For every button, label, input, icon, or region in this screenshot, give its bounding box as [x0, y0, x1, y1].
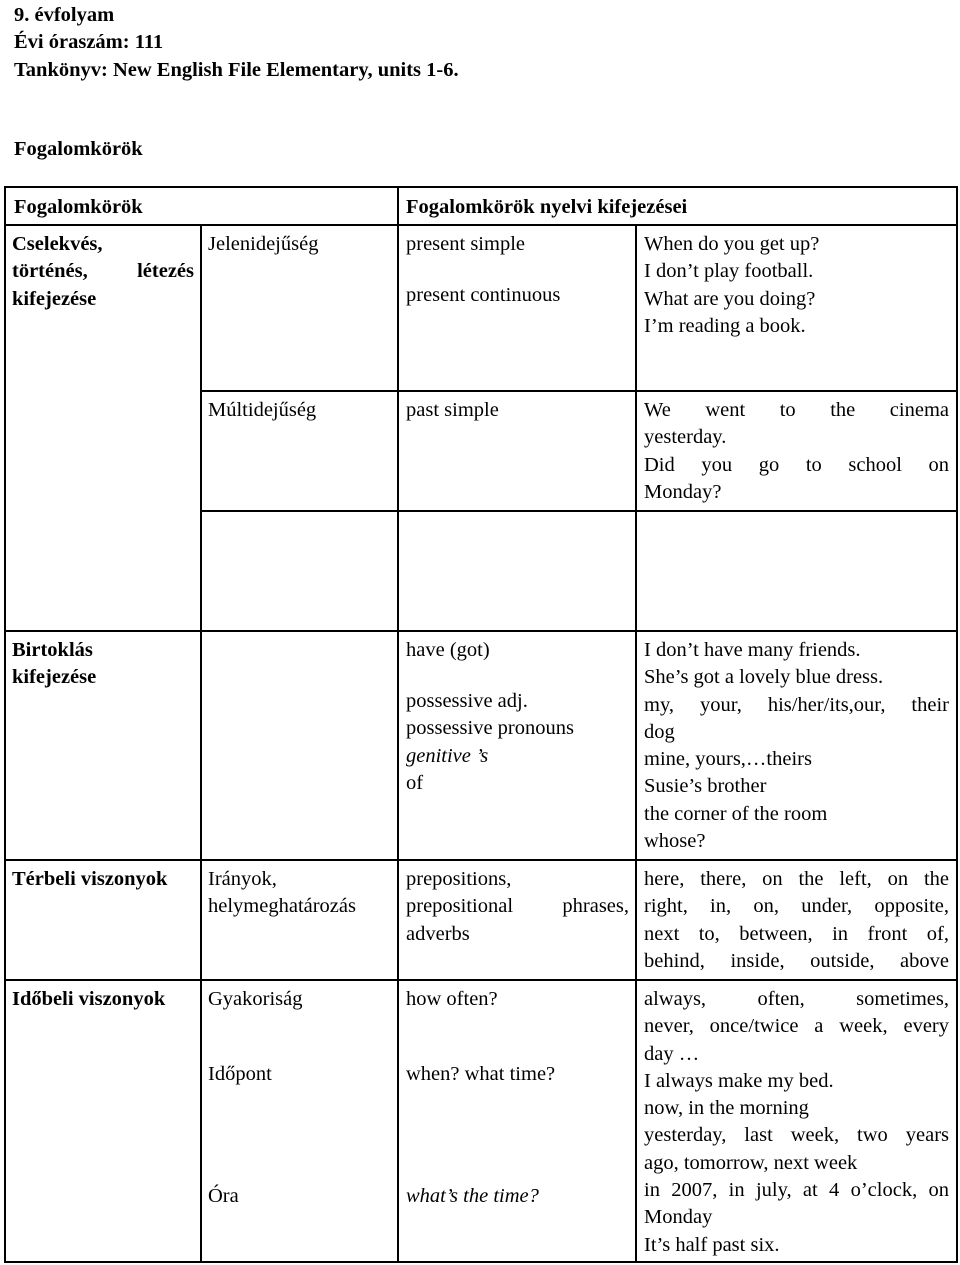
- subcategory-spatial: Irányok, helymeghatározás: [208, 868, 356, 918]
- category-possession: Birtoklás kifejezése: [12, 639, 97, 689]
- row-divider-past-blank: [200, 510, 958, 512]
- structures-possession: possessive adj. possessive pronouns genitive ’s of: [406, 690, 574, 794]
- examples-spatial: here, there, on the left, on the right, in, on, under, opposite, next to, between, in front of, behind, inside, outside, above: [644, 868, 949, 972]
- row-divider-spatial-temporal: [4, 979, 958, 981]
- table-border-right: [956, 186, 958, 1263]
- structure-whats-the-time: what’s the time?: [406, 1185, 539, 1207]
- table-head-expressions: Fogalomkörök nyelvi kifejezései: [406, 196, 688, 218]
- structure-when-what-time: when? what time?: [406, 1063, 556, 1085]
- header-divider: [4, 224, 958, 226]
- row-divider-present-past: [200, 390, 958, 392]
- column-divider-3: [635, 224, 637, 1263]
- table-border-bottom: [4, 1261, 958, 1263]
- column-divider-1: [200, 224, 202, 1263]
- section-title: Fogalomkörök: [14, 138, 143, 160]
- column-divider-2: [397, 186, 399, 1263]
- book-heading: Tankönyv: New English File Elementary, units 1-6.: [14, 58, 459, 81]
- examples-present: When do you get up? I don’t play football. What are you doing? I’m reading a book.: [644, 233, 820, 337]
- structures-spatial: prepositions, prepositional phrases, adverbs: [406, 868, 629, 945]
- grade-heading: 9. évfolyam: [14, 4, 115, 26]
- row-divider-action-possession: [4, 630, 958, 632]
- table-head-concepts: Fogalomkörök: [14, 196, 143, 218]
- subcategory-clock-time: Óra: [208, 1185, 239, 1207]
- subcategory-present: Jelenidejűség: [208, 233, 319, 255]
- table-border-top: [4, 186, 958, 188]
- examples-temporal: always, often, sometimes, never, once/twice a week, every day … I always make my bed. now, in the morning yesterday, last week, two years ago, tomorrow, next week in 2007, in july, at 4 o’clock, on Monday It’s half past six.: [644, 988, 949, 1256]
- subcategory-frequency: Gyakoriság: [208, 988, 303, 1010]
- subcategory-past: Múltidejűség: [208, 399, 317, 421]
- structure-how-often: how often?: [406, 988, 498, 1010]
- structure-present-simple: present simple: [406, 233, 525, 255]
- category-spatial: Térbeli viszonyok: [12, 868, 168, 890]
- examples-possession: I don’t have many friends. She’s got a lovely blue dress. my, your, his/her/its,our, their dog mine, yours,…theirs Susie’s brother the corner of the room whose?: [644, 639, 949, 853]
- hours-heading: Évi óraszám: 111: [14, 31, 164, 54]
- structure-have-got: have (got): [406, 639, 490, 661]
- category-temporal: Időbeli viszonyok: [12, 988, 166, 1010]
- structure-past-simple: past simple: [406, 399, 499, 421]
- row-divider-possession-spatial: [4, 859, 958, 861]
- subcategory-point-in-time: Időpont: [208, 1063, 272, 1085]
- examples-past: We went to the cinema yesterday. Did you go to school on Monday?: [644, 399, 949, 503]
- structure-present-continuous: present continuous: [406, 284, 561, 306]
- table-border-left: [4, 186, 6, 1263]
- category-action: Cselekvés, történés, létezés kifejezése: [12, 233, 194, 310]
